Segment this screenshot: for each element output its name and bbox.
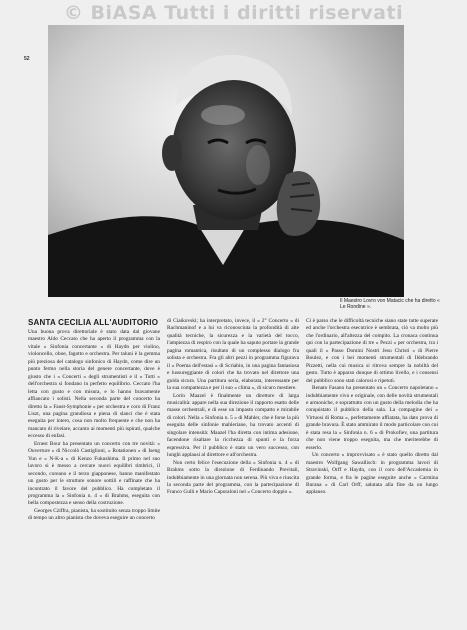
paragraph: Non certo felice l'esecuzione della « Sinfonia n. 4 » di Brahms sotto la direzione di Ferdinando Previtali, indubbiamente in una giornata non serena. Più viva e riuscita la seconda parte del programma, con la partecipazione di Franco Gulli e Mario Caporaloni nel « Concerto doppio ». <box>167 459 299 496</box>
paragraph: Georges Cziffra, pianista, ha sostituito senza troppo limite di tempo un altro pianista che doveva eseguire un concerto <box>28 507 160 522</box>
paragraph: di Ciaikovski; ha interpretato, invece, il « 2° Concerto » di Rachmaninof e a lui va riconosciuta la profondità di alte qualità tecniche, la sicurezza e la varietà del tocco, l'ampiezza di respiro con la quale ha saputo portare la grande pagina romantica, risultato di un complesso dialogo fra solista e orchestra. Fra gli altri pezzi in programma figurava il « Poema dell'estasi » di Scriabin, in una pagina fantasiosa e lussureggiante di colori che ha trovato nel direttore una guida sicura. Una partitura seria, elaborata, interessante per la sua compattezza e per il suo « clima », di sicuro mestiere. <box>167 318 299 392</box>
page-number: 52 <box>24 56 30 62</box>
article-heading: SANTA CECILIA ALL'AUDITORIO <box>28 318 159 327</box>
paragraph: Ci è parso che le difficoltà tecniche siano state tutte superate ed anche l'orchestra esecutrice è sembrata, ciò va molto più che l'ordinario, all'altezza del compito. La cronaca continua qui con la partecipazione di tre « Pezzi » per orchestra, tra i quali il « Passo Domini Nostri Jesu Christi » di Pierre Boulez, e con i bei momenti strumentali di Ildebrando Pizzetti, nella cui musica si ritrova sempre la nobiltà del gesto. Tutto è apparso dunque di ottimo livello, e i consensi del pubblico sono stati calorosi e ripetuti. <box>306 318 438 384</box>
article-column-3 <box>306 318 438 497</box>
paragraph: Un concerto « improvvisato » è stato quello diretto dal maestro Wolfgang Sawallisch: in programma lavori di Stravinski, Orff e Haydn, con il coro dell'Accademia in grande forma, e fra le pagine eseguite anche « Carmina Burana » di Carl Orff, salutata alla fine da un lungo applauso. <box>306 452 438 496</box>
article-column-2 <box>167 318 299 497</box>
watermark: © BiASA Tutti i diritti riservati <box>63 2 404 24</box>
article-column-1 <box>28 318 160 523</box>
paragraph: Lorin Maazel è finalmente un direttore di larga musicalità: appare nella sua direzione il rapporto esatto delle masse orchestrali, e di esse un impasto compatto e mirabile di colori. Nella « Sinfonia n. 5 » di Mahler, che è forse la più eseguita delle sinfonie mahleriane, ha trovato accenti di singolare intensità: Maazel l'ha diretta con intima adesione, facendone risaltare la ricchezza di spunti e la forza espressiva. Per il pubblico è stato un vero successo, con lunghi applausi al direttore e all'orchestra. <box>167 392 299 459</box>
paragraph: Renato Fasano ha presentato un « Concerto napoletano » indubbiamente vivo e originale, con delle novità strumentali e armoniche, e soprattutto con un gusto della melodia che ha conquistato il pubblico della sala. La compagine dei « Virtuosi di Roma », perfettamente affiatata, ha dato prova di grande bravura. È stato ammirato il modo particolare con cui è stata resa la « Sinfonia n. 6 » di Prokofiev, una partitura che non viene troppo eseguita, ma che meriterebbe di esserlo. <box>306 385 438 451</box>
paragraph: Ernest Bour ha presentato un concerto con tre novità: « Ouverture » di Niccolò Castiglioni, « Rotationen » di Iseng Yun e « N-K-a » di Kenzo Fukushima. Il primo nel suo lavoro si è messo a cercare nuovi equilibri timbrici, il secondo, coreano e il terzo giapponese, hanno manifestato un gusto per le strutture sonore sottili e raffinate che ha incontrato il favore del pubblico. Ha completato il programma la « Sinfonia n. 4 » di Brahms, eseguita con bella compostezza e senso della costruzione. <box>28 440 160 507</box>
portrait-photo <box>48 25 404 297</box>
paragraph: Una buona prova direttoriale è stato data dal giovane maestro Aldo Ceccato che ha aperto il programma con la vitale « Sinfonia concertante » di Haydn per violino, violoncello, oboe, fagotto e orchestra. Per taluni è la gemma più preziosa del catalogo sinfonico di Haydn, come dire un punto fermo nella storia del genere concertante, dove è giusto che i « Concerti » degli strumentisti e il « Tutti » dell'orchestra si fondano in perfetto equilibrio. Ceccato l'ha letta con gusto e con misura, e lo hanno bravamente affiancato i solisti. Nella seconda parte del concerto ha diretto la « Faust-Symphonie » per orchestra e coro di Franz Liszt, una pagina grandiosa e piena di slanci che è stata eseguita per intero, cosa non molto frequente e che non ha mancato di rivelare, accanto ai momenti più ispirati, qualche eccesso di enfasi. <box>28 329 160 440</box>
photo-caption: Il Maestro Lovro von Matacic che ha diretto « Le Rondine ». <box>340 298 440 310</box>
